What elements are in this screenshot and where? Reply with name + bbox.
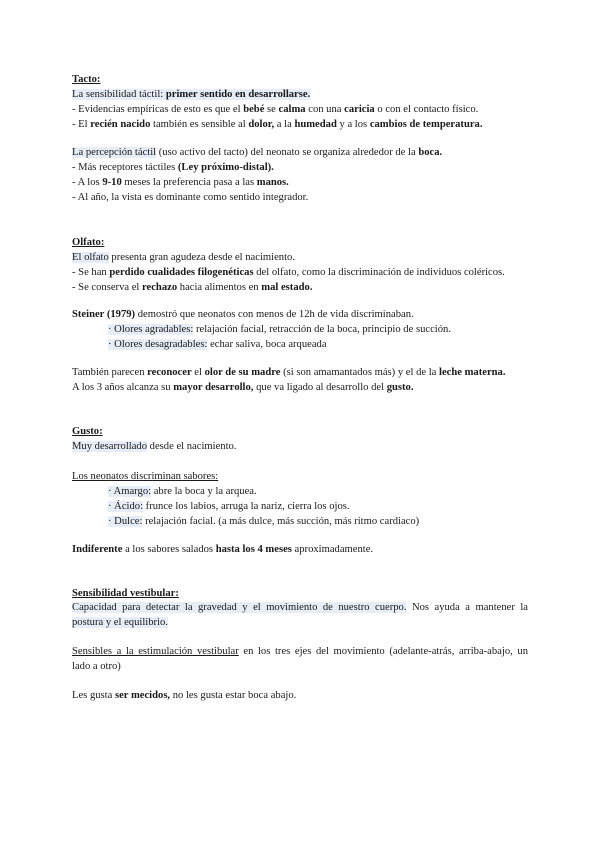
vestibular-sensibles-cont: lado a otro) [72, 661, 121, 672]
section-title-vestibular: Sensibilidad vestibular: [72, 588, 179, 599]
olfato-desagradables: · Olores desagradables: echar saliva, boca arqueada [108, 339, 327, 350]
gusto-discriminan: Los neonatos discriminan sabores: [72, 471, 219, 482]
olfato-steiner: Steiner (1979) demostró que neonatos con menos de 12h de vida discriminaban. [72, 309, 414, 320]
tacto-bullet-2: - El recién nacido también es sensible al dolor, a la humedad y a los cambios de temperatura. [72, 119, 483, 130]
gusto-amargo: · Amargo: abre la boca y la arquea. [108, 486, 257, 497]
olfato-agradables: · Olores agradables: relajación facial, retracción de la boca, principio de succión. [108, 324, 451, 335]
olfato-tres-anos: A los 3 años alcanza su mayor desarrollo, que va ligado al desarrollo del gusto. [72, 382, 414, 393]
vestibular-mecidos: Les gusta ser mecidos, no les gusta estar boca abajo. [72, 690, 297, 701]
tacto-bullet-1: - Evidencias empíricas de esto es que el bebé se calma con una caricia o con el contacto físico. [72, 104, 479, 115]
olfato-bullet-1: - Se han perdido cualidades filogenéticas del olfato, como la discriminación de individuos coléricos. [72, 267, 505, 278]
tacto-percepcion: La percepción táctil (uso activo del tacto) del neonato se organiza alrededor de la boca. [72, 147, 443, 158]
section-title-gusto: Gusto: [72, 426, 103, 437]
vestibular-sensibles: Sensibles a la estimulación vestibular en los tres ejes del movimiento (adelante-atrás, arriba-abajo, un [72, 646, 528, 657]
section-title-olfato: Olfato: [72, 237, 105, 248]
tacto-intro: La sensibilidad táctil: primer sentido en desarrollarse. [72, 89, 311, 100]
section-title-tacto: Tacto: [72, 74, 101, 85]
gusto-indiferente: Indiferente a los sabores salados hasta los 4 meses aproximadamente. [72, 544, 374, 555]
vestibular-capacidad-cont: postura y el equilibrio. [72, 617, 168, 628]
tacto-perc-bullet-3: - Al año, la vista es dominante como sentido integrador. [72, 192, 309, 203]
gusto-intro: Muy desarrollado desde el nacimiento. [72, 441, 237, 452]
olfato-bullet-2: - Se conserva el rechazo hacia alimentos en mal estado. [72, 282, 313, 293]
gusto-acido: · Ácido: frunce los labios, arruga la nariz, cierra los ojos. [108, 501, 350, 512]
vestibular-capacidad: Capacidad para detectar la gravedad y el movimiento de nuestro cuerpo. Nos ayuda a mantener la [72, 602, 528, 613]
gusto-dulce: · Dulce: relajación facial. (a más dulce, más succión, más ritmo cardiaco) [108, 516, 420, 527]
olfato-intro: El olfato presenta gran agudeza desde el nacimiento. [72, 252, 295, 263]
olfato-tambien: También parecen reconocer el olor de su madre (si son amamantados más) y el de la leche materna. [72, 367, 506, 378]
tacto-perc-bullet-2: - A los 9-10 meses la preferencia pasa a las manos. [72, 177, 289, 188]
tacto-perc-bullet-1: - Más receptores táctiles (Ley próximo-distal). [72, 162, 274, 173]
